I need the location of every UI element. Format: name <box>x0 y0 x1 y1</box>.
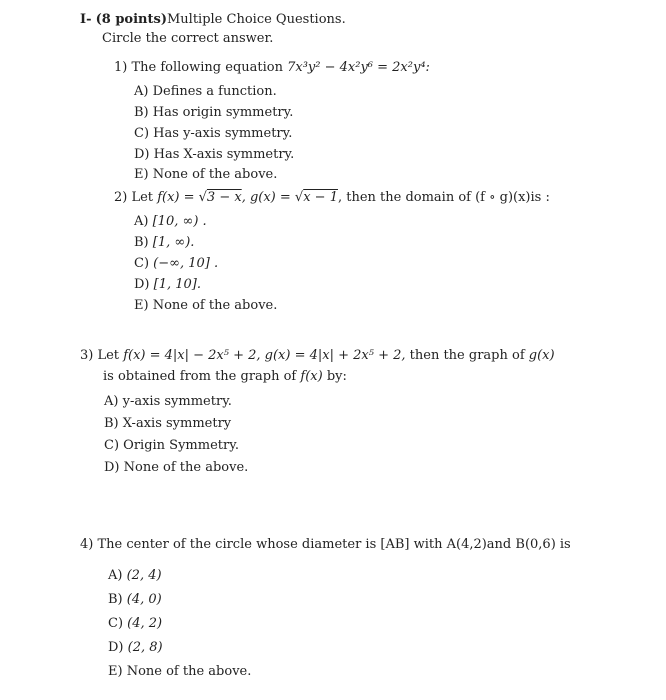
section-title: Multiple Choice Questions. <box>166 12 346 27</box>
option-text: [1, ∞). <box>152 235 195 250</box>
option-letter: C) <box>104 438 120 453</box>
option-letter: D) <box>104 460 120 475</box>
question-text: The following equation <box>131 60 283 75</box>
question-number: 4) <box>80 537 94 552</box>
section-points: (8 points) <box>95 12 167 27</box>
question-suffix: , then the domain of (f ∘ g)(x)is : <box>337 190 550 205</box>
option-letter: C) <box>108 616 124 631</box>
option-letter: A) <box>134 84 149 99</box>
question-suffix: by: <box>326 369 347 384</box>
option-text: Origin Symmetry. <box>123 438 239 453</box>
section-header <box>80 12 346 28</box>
option-letter: E) <box>108 664 123 679</box>
g-radicand: x − 1 <box>303 190 338 205</box>
question-number: 3) <box>80 348 94 363</box>
question-math: 7x³y² − 4x²y⁶ = 2x²y⁴: <box>287 60 430 75</box>
question-suffix: then the graph of <box>409 348 525 363</box>
question-math: f(x) = 4|x| − 2x⁵ + 2, g(x) = 4|x| + 2x⁵ + 2, <box>123 348 406 363</box>
option-1d[interactable] <box>134 147 294 163</box>
question-4-stem <box>80 537 571 553</box>
option-text: y-axis symmetry. <box>122 394 232 409</box>
question-1-stem <box>114 60 430 76</box>
question-2-stem <box>114 190 550 206</box>
option-3d[interactable] <box>104 460 248 476</box>
option-4d[interactable] <box>108 640 163 656</box>
section-instruction: Circle the correct answer. <box>102 31 274 46</box>
option-4a[interactable] <box>108 568 162 584</box>
g-definition: , g(x) = √ <box>241 190 304 205</box>
option-text: None of the above. <box>152 298 278 313</box>
option-letter: D) <box>134 277 150 292</box>
section-label: I- <box>80 12 92 27</box>
question-math: f(x) <box>300 369 323 384</box>
question-text: The center of the circle whose diameter is [AB] with A(4,2)and B(0,6) is <box>97 537 571 552</box>
option-text: (−∞, 10] . <box>153 256 219 271</box>
option-text: Has y-axis symmetry. <box>153 126 293 141</box>
question-text: is obtained from the graph of <box>103 369 297 384</box>
option-text: Has X-axis symmetry. <box>153 147 295 162</box>
option-1e[interactable] <box>134 167 277 183</box>
option-2a[interactable] <box>134 214 207 230</box>
option-text: X-axis symmetry <box>122 416 232 431</box>
option-text: None of the above. <box>152 167 278 182</box>
option-text: (2, 8) <box>127 640 163 655</box>
option-letter: B) <box>134 105 149 120</box>
question-3-stem-line-2 <box>103 369 347 385</box>
option-2c[interactable] <box>134 256 218 272</box>
option-letter: C) <box>134 256 150 271</box>
question-number: 2) <box>114 190 128 205</box>
option-2d[interactable] <box>134 277 201 293</box>
option-4b[interactable] <box>108 592 162 608</box>
option-letter: B) <box>134 235 149 250</box>
option-letter: A) <box>108 568 123 583</box>
option-letter: A) <box>104 394 119 409</box>
f-definition: f(x) = √ <box>157 190 207 205</box>
option-1b[interactable] <box>134 105 293 121</box>
option-3a[interactable] <box>104 394 232 410</box>
option-1a[interactable] <box>134 84 277 100</box>
option-text: [1, 10]. <box>153 277 201 292</box>
option-letter: B) <box>104 416 119 431</box>
option-text: (4, 2) <box>127 616 163 631</box>
option-letter: B) <box>108 592 123 607</box>
option-letter: C) <box>134 126 150 141</box>
option-text: None of the above. <box>123 460 249 475</box>
question-3-stem-line-1 <box>80 348 555 364</box>
option-2e[interactable] <box>134 298 277 314</box>
option-3b[interactable] <box>104 416 231 432</box>
option-text: (2, 4) <box>126 568 162 583</box>
question-text: Let <box>97 348 120 363</box>
question-text: Let <box>131 190 154 205</box>
option-letter: E) <box>134 167 149 182</box>
option-text: [10, ∞) . <box>152 214 207 229</box>
option-text: (4, 0) <box>126 592 162 607</box>
option-4e[interactable] <box>108 664 251 680</box>
f-radicand: 3 − x <box>206 190 242 205</box>
option-text: Defines a function. <box>152 84 277 99</box>
question-number: 1) <box>114 60 128 75</box>
option-text: None of the above. <box>126 664 252 679</box>
option-letter: E) <box>134 298 149 313</box>
option-3c[interactable] <box>104 438 239 454</box>
option-text: Has origin symmetry. <box>152 105 294 120</box>
question-math-end: g(x) <box>528 348 555 363</box>
option-4c[interactable] <box>108 616 162 632</box>
option-letter: D) <box>108 640 124 655</box>
option-1c[interactable] <box>134 126 292 142</box>
option-letter: A) <box>134 214 149 229</box>
option-2b[interactable] <box>134 235 194 251</box>
option-letter: D) <box>134 147 150 162</box>
